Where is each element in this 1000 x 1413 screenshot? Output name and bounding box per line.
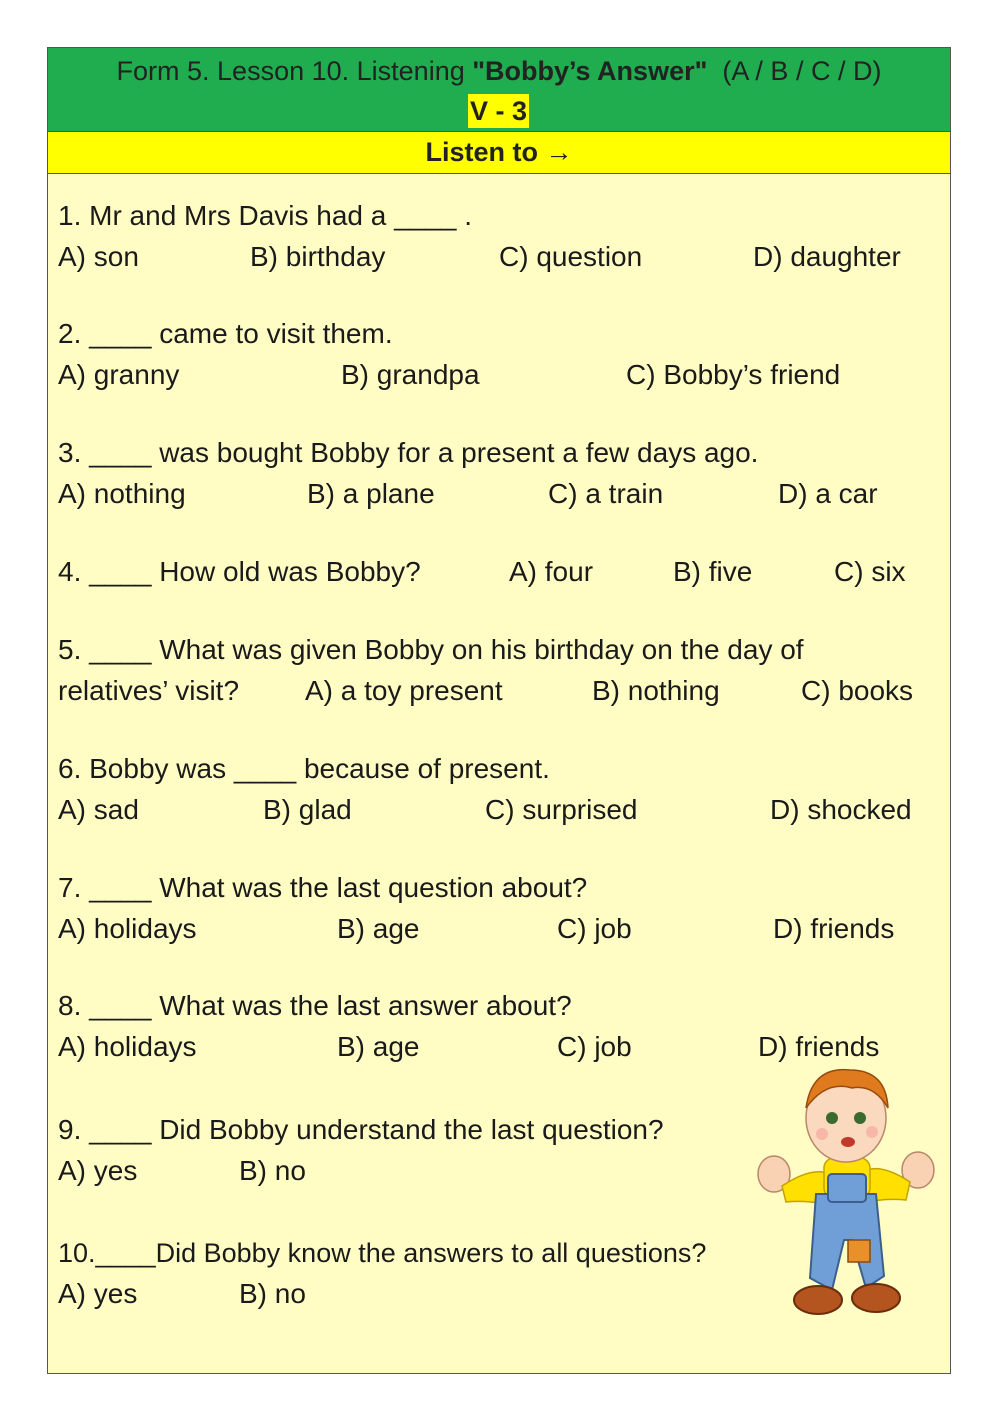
overalls <box>810 1194 884 1290</box>
left-eye <box>826 1112 838 1124</box>
question-6-option-a[interactable]: A) sad <box>58 794 139 825</box>
question-4-option-a[interactable]: A) four <box>509 556 594 587</box>
right-cheek <box>866 1126 878 1138</box>
question-3-option-b[interactable]: B) a plane <box>307 478 435 509</box>
question-10: 10.____Did Bobby know the answers to all questions? <box>58 1238 707 1268</box>
page-title <box>48 54 950 88</box>
question-1-option-a[interactable]: A) son <box>58 241 139 272</box>
question-6-option-b[interactable]: B) glad <box>263 794 352 825</box>
right-eye <box>854 1112 866 1124</box>
right-shoe <box>852 1284 900 1312</box>
question-2-option-c[interactable]: C) Bobby’s friend <box>626 359 841 390</box>
question-5-continued: relatives’ visit? <box>58 675 240 706</box>
left-cheek <box>816 1128 828 1140</box>
question-8-option-a[interactable]: A) holidays <box>58 1031 197 1062</box>
question-6: 6. Bobby was ____ because of present. <box>58 753 550 784</box>
question-5-option-a[interactable]: A) a toy present <box>305 675 503 706</box>
question-2-option-b[interactable]: B) grandpa <box>341 359 480 390</box>
mouth <box>841 1137 855 1147</box>
overalls-bib <box>828 1174 866 1202</box>
question-6-option-c[interactable]: C) surprised <box>485 794 638 825</box>
left-shoe <box>794 1286 842 1314</box>
question-6-option-d[interactable]: D) shocked <box>770 794 912 825</box>
question-1-option-d[interactable]: D) daughter <box>753 241 901 272</box>
question-8-option-c[interactable]: C) job <box>557 1031 632 1062</box>
question-2-option-a[interactable]: A) granny <box>58 359 180 390</box>
question-1: 1. Mr and Mrs Davis had a ____ . <box>58 200 472 231</box>
question-3-option-a[interactable]: A) nothing <box>58 478 186 509</box>
title-suffix: (A / B / C / D) <box>722 56 882 86</box>
question-7-option-c[interactable]: C) job <box>557 913 632 944</box>
question-3-option-d[interactable]: D) a car <box>778 478 878 509</box>
patch <box>848 1240 870 1262</box>
title-bold: "Bobby’s Answer" <box>472 56 708 86</box>
question-5-option-b[interactable]: B) nothing <box>592 675 720 706</box>
question-9-option-a[interactable]: A) yes <box>58 1155 138 1186</box>
title-prefix: Form 5. Lesson 10. Listening <box>116 56 465 86</box>
question-2: 2. ____ came to visit them. <box>58 318 393 349</box>
question-8: 8. ____ What was the last answer about? <box>58 990 572 1021</box>
question-1-option-c[interactable]: C) question <box>499 241 643 272</box>
variant-badge: V - 3 <box>470 96 528 126</box>
question-3: 3. ____ was bought Bobby for a present a few days ago. <box>58 437 759 468</box>
question-10-option-a[interactable]: A) yes <box>58 1278 138 1309</box>
question-8-option-b[interactable]: B) age <box>337 1031 420 1062</box>
question-4-option-c[interactable]: C) six <box>834 556 906 587</box>
question-10-option-b[interactable]: B) no <box>239 1278 306 1309</box>
instruction-banner: Listen to → <box>48 132 950 174</box>
title-header <box>48 48 950 132</box>
question-9-option-b[interactable]: B) no <box>239 1155 306 1186</box>
question-1-option-b[interactable]: B) birthday <box>250 241 386 272</box>
question-5: 5. ____ What was given Bobby on his birthday on the day of <box>58 634 804 665</box>
question-7-option-b[interactable]: B) age <box>337 913 420 944</box>
boy-in-overalls-icon <box>752 1062 942 1354</box>
question-4-option-b[interactable]: B) five <box>673 556 753 587</box>
question-4: 4. ____ How old was Bobby? <box>58 556 421 587</box>
question-9: 9. ____ Did Bobby understand the last question? <box>58 1114 664 1145</box>
question-3-option-c[interactable]: C) a train <box>548 478 664 509</box>
question-7-option-a[interactable]: A) holidays <box>58 913 197 944</box>
question-5-option-c[interactable]: C) books <box>801 675 914 706</box>
question-7: 7. ____ What was the last question about? <box>58 872 588 903</box>
question-8-option-d[interactable]: D) friends <box>758 1031 880 1062</box>
question-7-option-d[interactable]: D) friends <box>773 913 895 944</box>
